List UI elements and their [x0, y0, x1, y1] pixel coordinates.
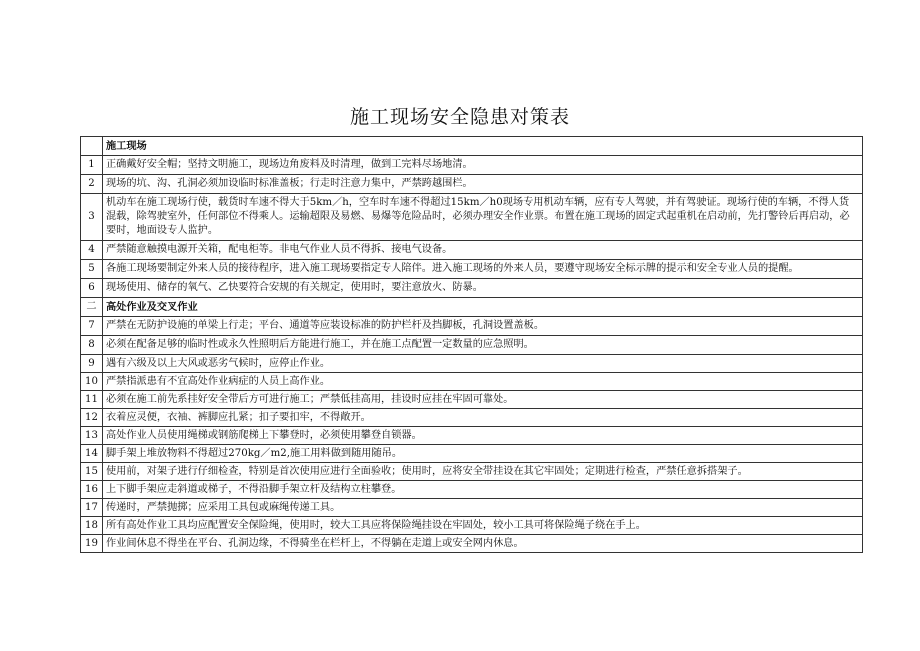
table-row — [81, 445, 863, 463]
row-text: 必须在配备足够的临时性或永久性照明后方能进行施工，并在施工点配置一定数量的应急照明。 — [103, 336, 863, 355]
row-text: 使用前，对架子进行仔细检查，特别是首次使用应进行全面验收；使用时，应将安全带挂设在其它牢固处；定期进行检查，严禁任意拆搭架子。 — [103, 463, 863, 481]
row-number: 9 — [81, 355, 103, 373]
row-number: 5 — [81, 260, 103, 279]
row-text: 传递时，严禁抛掷；应采用工具包或麻绳传递工具。 — [103, 499, 863, 517]
row-number: 15 — [81, 463, 103, 481]
row-text: 现场的坑、沟、孔洞必须加设临时标准盖板；行走时注意力集中，严禁跨越围栏。 — [103, 175, 863, 194]
row-number: 16 — [81, 481, 103, 499]
row-text: 机动车在施工现场行使，载货时车速不得大于5km／h，空车时车速不得超过15km／h0现场专用机动车辆，应有专人驾驶，并有驾驶证。现场行使的车辆，不得人货混载，除驾驶室外，任何部位不得乘人。运输超限及易燃、易爆等危险品时，必须办理安全作业票。布置在施工现场的固定式起重机在启动前，先打警铃后再启动，必要时，地面设专人监护。 — [103, 194, 863, 241]
section-heading: 高处作业及交叉作业 — [103, 298, 863, 317]
row-number: 10 — [81, 373, 103, 391]
hazard-table — [80, 136, 863, 553]
row-number: 6 — [81, 279, 103, 298]
row-number: 12 — [81, 409, 103, 427]
row-number: 1 — [81, 156, 103, 175]
table-row — [81, 279, 863, 298]
section-heading: 施工现场 — [103, 137, 863, 156]
table-row — [81, 463, 863, 481]
row-text: 高处作业人员使用绳梯或钢筋爬梯上下攀登时，必须使用攀登自锁器。 — [103, 427, 863, 445]
table-row — [81, 517, 863, 535]
table-row — [81, 317, 863, 336]
row-text: 脚手架上堆放物料不得超过270kg／m2,施工用料做到随用随吊。 — [103, 445, 863, 463]
row-text: 严禁在无防护设施的单梁上行走；平台、通道等应装设标准的防护栏杆及挡脚板，孔洞设置盖板。 — [103, 317, 863, 336]
row-text: 正确戴好安全帽；坚持文明施工，现场边角废料及时清理，做到工完料尽场地清。 — [103, 156, 863, 175]
section-number: 二 — [81, 298, 103, 317]
row-number: 11 — [81, 391, 103, 409]
table-row — [81, 499, 863, 517]
row-text: 所有高处作业工具均应配置安全保险绳，使用时，较大工具应将保险绳挂设在牢固处，较小工具可将保险绳子绕在手上。 — [103, 517, 863, 535]
table-row — [81, 194, 863, 241]
row-number: 3 — [81, 194, 103, 241]
row-number: 2 — [81, 175, 103, 194]
table-row — [81, 336, 863, 355]
row-number: 17 — [81, 499, 103, 517]
table-row — [81, 373, 863, 391]
row-number: 14 — [81, 445, 103, 463]
row-number: 7 — [81, 317, 103, 336]
table-row — [81, 156, 863, 175]
table-row — [81, 427, 863, 445]
row-text: 遇有六级及以上大风或恶劣气候时，应停止作业。 — [103, 355, 863, 373]
section-row — [81, 137, 863, 156]
row-text: 现场使用、储存的氧气、乙快要符合安规的有关规定，使用时，要注意放火、防暴。 — [103, 279, 863, 298]
section-number — [81, 137, 103, 156]
row-number: 8 — [81, 336, 103, 355]
row-text: 作业间休息不得坐在平台、孔洞边缘，不得骑坐在栏杆上，不得躺在走道上或安全网内休息。 — [103, 535, 863, 553]
row-number: 13 — [81, 427, 103, 445]
row-text: 必须在施工前先系挂好安全带后方可进行施工；严禁低挂高用，挂设时应挂在牢固可靠处。 — [103, 391, 863, 409]
row-text: 上下脚手架应走斜道或梯子，不得沿脚手架立杆及结构立柱攀登。 — [103, 481, 863, 499]
table-row — [81, 355, 863, 373]
row-text: 衣着应灵便，衣袖、裤脚应扎紧；扣子要扣牢，不得敞开。 — [103, 409, 863, 427]
table-row — [81, 391, 863, 409]
row-text: 严禁指派患有不宜高处作业病症的人员上高作业。 — [103, 373, 863, 391]
table-row — [81, 481, 863, 499]
section-row — [81, 298, 863, 317]
row-text: 各施工现场要制定外来人员的接待程序，进入施工现场要指定专人陪伴。进入施工现场的外来人员，要遵守现场安全标示牌的提示和安全专业人员的提醒。 — [103, 260, 863, 279]
table-row — [81, 260, 863, 279]
page-title: 施工现场安全隐患对策表 — [349, 106, 570, 128]
row-number: 19 — [81, 535, 103, 553]
row-number: 18 — [81, 517, 103, 535]
row-text: 严禁随意触摸电源开关箱，配电柜等。非电气作业人员不得拆、接电气设备。 — [103, 241, 863, 260]
table-row — [81, 241, 863, 260]
table-row — [81, 535, 863, 553]
table-row — [81, 409, 863, 427]
row-number: 4 — [81, 241, 103, 260]
table-row — [81, 175, 863, 194]
